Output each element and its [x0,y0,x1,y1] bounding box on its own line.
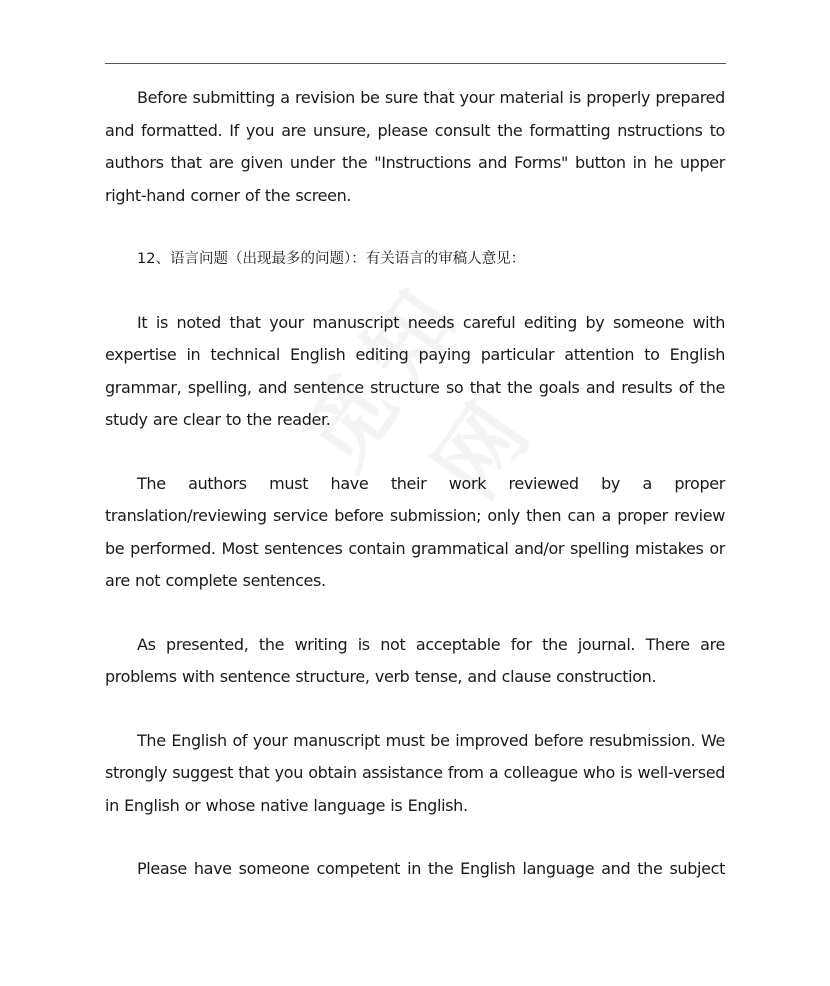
paragraph-careful-editing: It is noted that your manuscript needs careful editing by someone with expertise in technical English editing paying particular attention to English grammar, spelling, and sentence structure so that the goals and results of the study are clear to the reader. [105,312,725,429]
document-body [105,82,725,917]
paragraph-competent-reviewer: Please have someone competent in the English language and the subject [137,859,725,878]
paragraph-translation-service: The authors must have their work reviewed by a proper translation/reviewing service before submission; only then can a proper review be performed. Most sentences contain grammatical and/or spelling mistakes or are not complete sentences. [105,473,725,590]
paragraph-english-improvement: The English of your manuscript must be improved before resubmission. We strongly suggest that you obtain assistance from a colleague who is well-versed in English or whose native language is English. [105,730,725,815]
header-rule [105,63,726,64]
paragraph-revision-formatting: Before submitting a revision be sure that your material is properly prepared and formatted. If you are unsure, please consult the formatting nstructions to authors that are given under the "Instructions and Forms" button in he upper right-hand corner of the screen. [105,88,725,205]
section-heading-language-issues: 12、语言问题（出现最多的问题）：有关语言的审稿人意见： [137,251,526,267]
paragraph-writing-not-acceptable: As presented, the writing is not acceptable for the journal. There are problems with sentence structure, verb tense, and clause construction. [105,634,725,686]
